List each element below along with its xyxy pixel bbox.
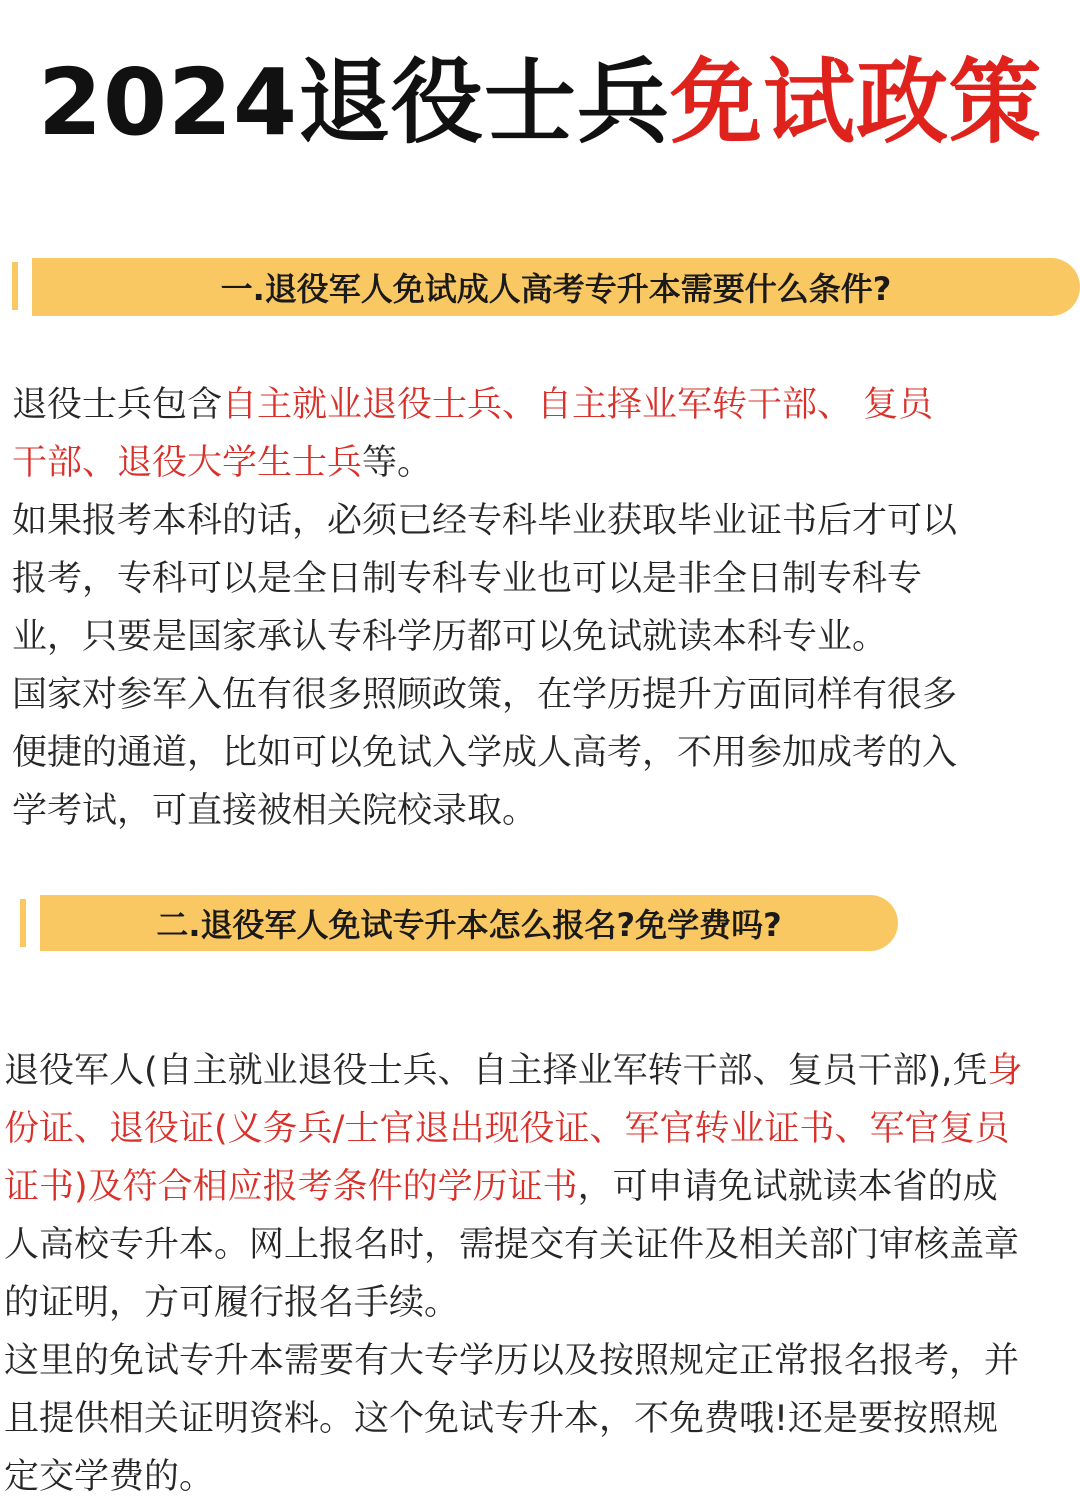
text-normal: 便捷的通道，比如可以免试入学成人高考，不用参加成考的入 <box>12 733 958 773</box>
section-2-body <box>4 1042 1076 1506</box>
body-line <box>12 782 1074 840</box>
body-line <box>12 434 1074 492</box>
body-line <box>12 666 1074 724</box>
body-line <box>12 608 1074 666</box>
text-normal: 报考，专科可以是全日制专科专业也可以是非全日制专科专 <box>12 559 923 599</box>
text-normal: 退役军人(自主就业退役士兵、自主择业军转干部、复员干部),凭 <box>4 1051 988 1091</box>
body-line <box>4 1042 1076 1100</box>
section-2-header-text: 二.退役军人免试专升本怎么报名?免学费吗? <box>156 906 782 944</box>
text-normal: 这里的免试专升本需要有大专学历以及按照规定正常报名报考，并 <box>4 1341 1020 1381</box>
section-1-header <box>32 258 1080 316</box>
body-line <box>12 492 1074 550</box>
section-2-header <box>40 895 898 951</box>
body-line <box>4 1158 1076 1216</box>
body-line <box>4 1448 1076 1506</box>
text-highlight: 证书)及符合相应报考条件的学历证书 <box>4 1167 578 1207</box>
section-1-header-text: 一.退役军人免试成人高考专升本需要什么条件? <box>220 270 892 308</box>
body-line <box>4 1332 1076 1390</box>
title-red-part: 免试政策 <box>670 49 1043 156</box>
body-line <box>4 1100 1076 1158</box>
text-normal: 学考试，可直接被相关院校录取。 <box>12 791 538 831</box>
title-black-part: 2024退役士兵 <box>37 49 671 156</box>
body-line <box>4 1216 1076 1274</box>
text-normal: 的证明，方可履行报名手续。 <box>4 1283 460 1323</box>
section-1-body <box>12 376 1074 840</box>
text-normal: 定交学费的。 <box>4 1457 215 1497</box>
page-title <box>0 48 1080 158</box>
text-highlight: 自主就业退役士兵、自主择业军转干部、 复员 <box>222 385 934 425</box>
body-line <box>12 550 1074 608</box>
text-normal: 退役士兵包含 <box>12 385 223 425</box>
text-normal: 国家对参军入伍有很多照顾政策，在学历提升方面同样有很多 <box>12 675 958 715</box>
text-highlight: 干部、退役大学生士兵 <box>12 443 363 483</box>
body-line <box>12 724 1074 782</box>
text-normal: 人高校专升本。网上报名时，需提交有关证件及相关部门审核盖章 <box>4 1225 1020 1265</box>
body-line <box>4 1274 1076 1332</box>
body-line <box>12 376 1074 434</box>
text-normal: 业，只要是国家承认专科学历都可以免试就读本科专业。 <box>12 617 888 657</box>
text-normal: 等。 <box>362 443 433 483</box>
text-highlight: 身 <box>987 1051 1023 1091</box>
body-line <box>4 1390 1076 1448</box>
text-normal: ，可申请免试就读本省的成 <box>577 1167 998 1207</box>
text-normal: 如果报考本科的话，必须已经专科毕业获取毕业证书后才可以 <box>12 501 958 541</box>
text-normal: 且提供相关证明资料。这个免试专升本，不免费哦!还是要按照规 <box>4 1399 999 1439</box>
text-highlight: 份证、退役证(义务兵/士官退出现役证、军官转业证书、军官复员 <box>4 1109 1010 1149</box>
